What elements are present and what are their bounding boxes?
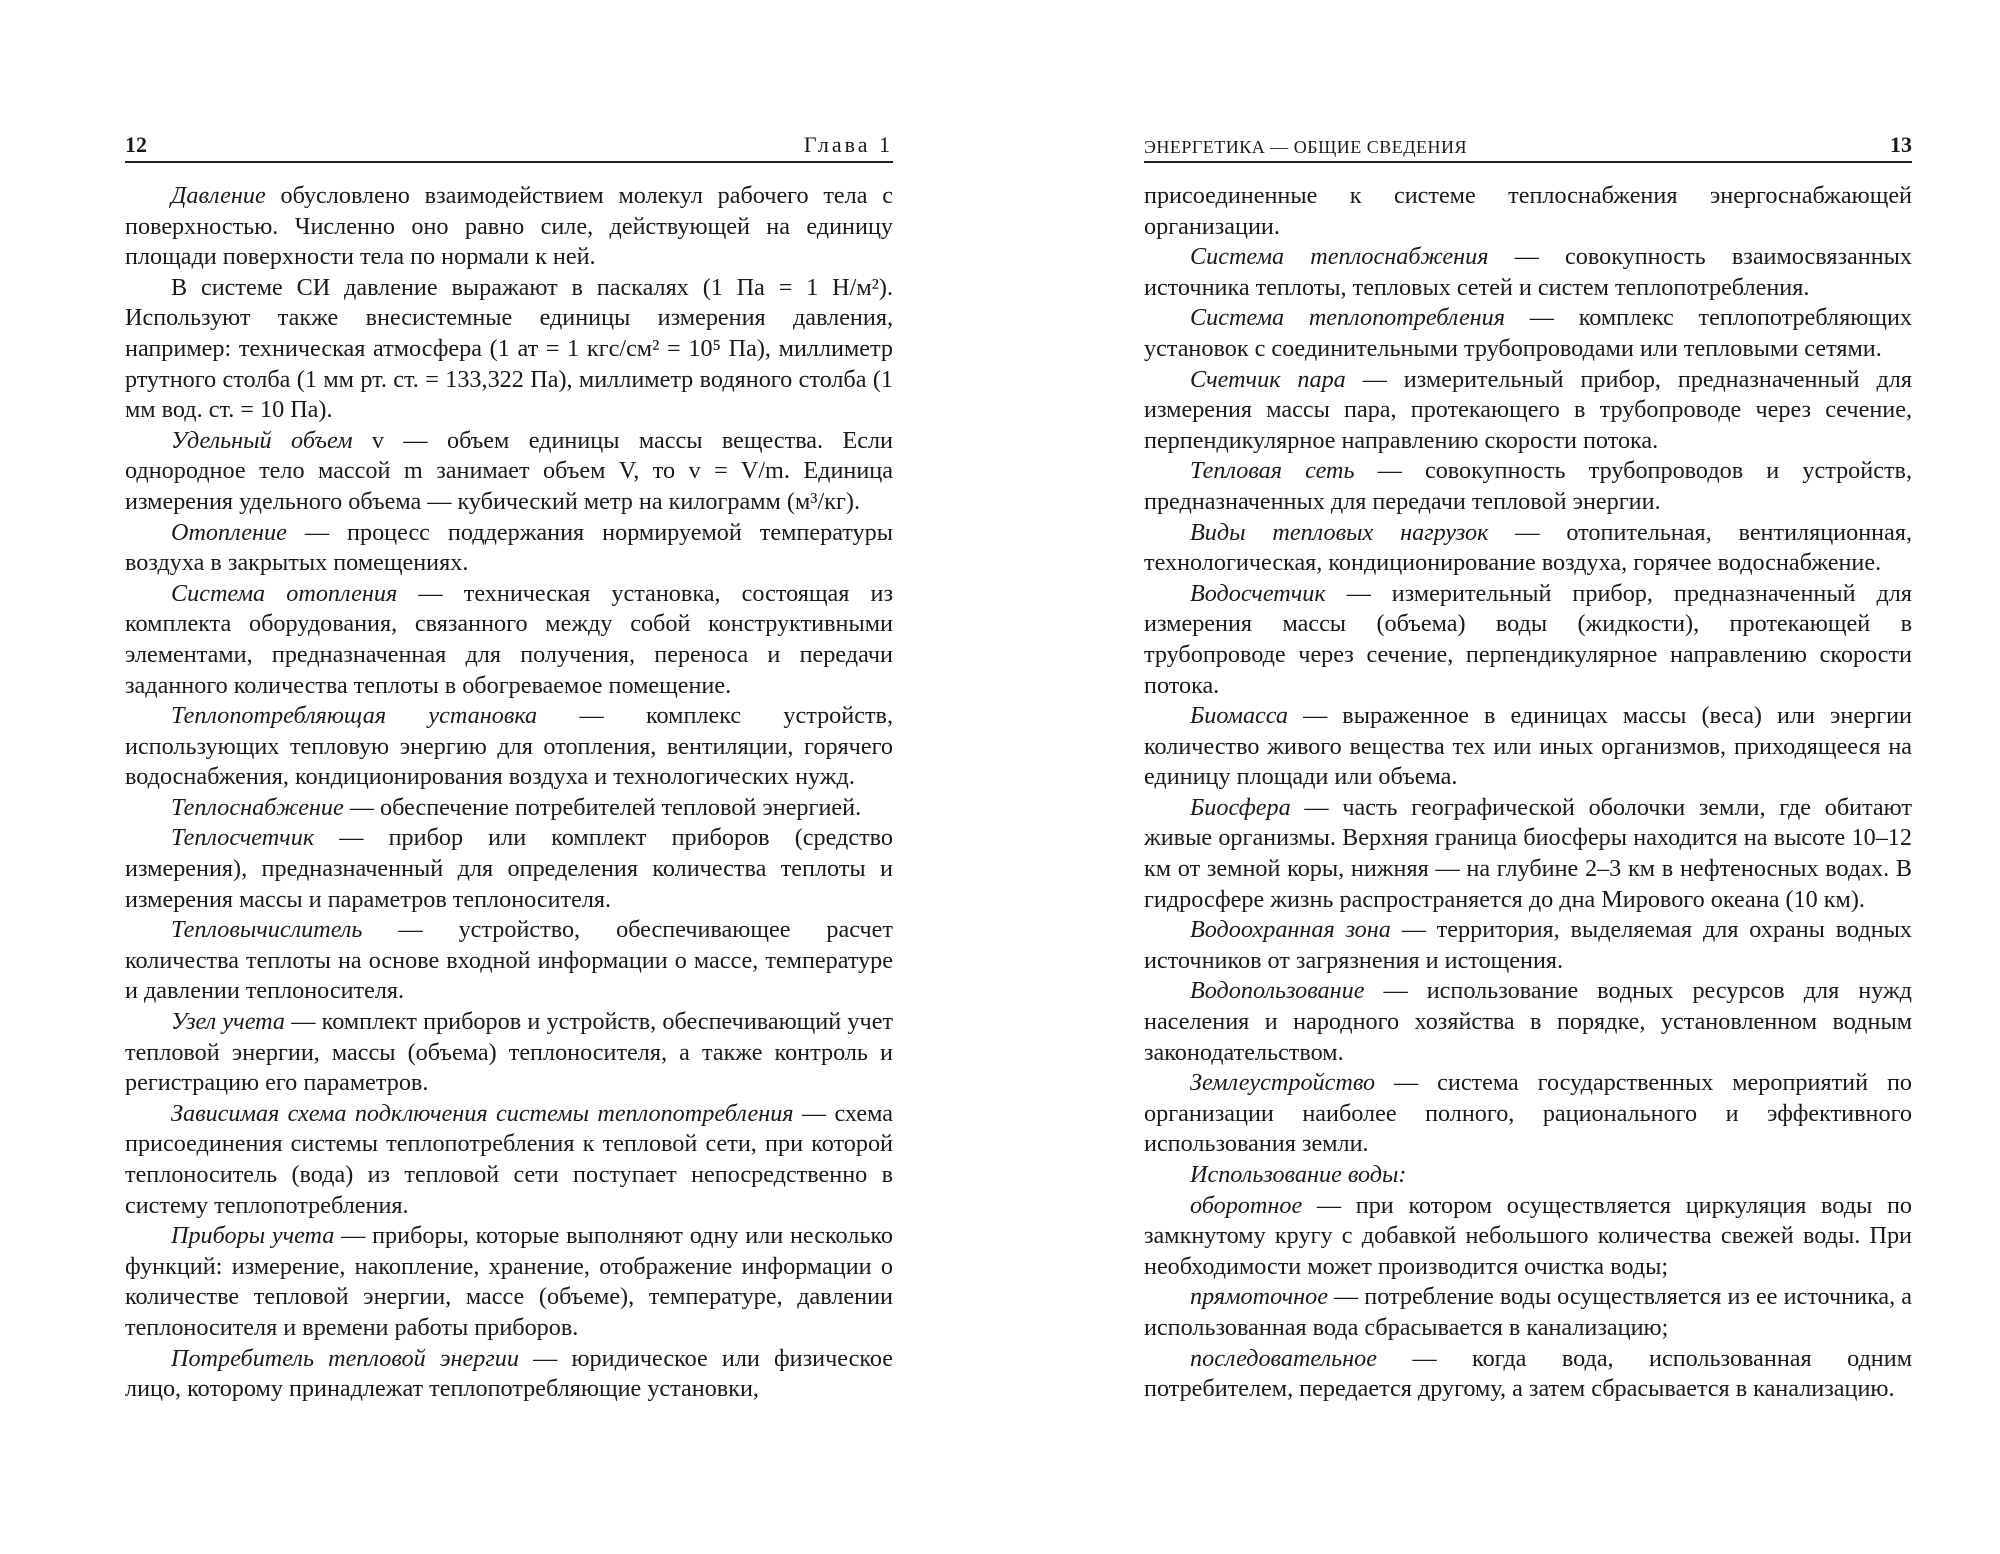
right-page-header: [1144, 128, 1912, 163]
paragraph: [1144, 456, 1912, 517]
defined-term: Потребитель тепловой энергии: [171, 1344, 519, 1372]
definition-text: — при котором осуществляется циркуляция воды по замкнутому кругу с добавкой небольшого количества свежей воды. При необходимости может производится очистка воды;: [1144, 1191, 1912, 1280]
defined-term: Узел учета: [171, 1008, 285, 1036]
paragraph: [125, 701, 893, 793]
defined-term: Система теплопотребления: [1190, 304, 1506, 332]
definition-text: — комплект приборов и устройств, обеспечивающий учет тепловой энергии, массы (объема) теплоносителя, а также контроль и регистрацию его параметров.: [125, 1008, 893, 1097]
definition-text: — территория, выделяемая для охраны водных источников от загрязнения и истощения.: [1144, 916, 1912, 974]
defined-term: Использование воды:: [1190, 1161, 1407, 1188]
definition-text: — использование водных ресурсов для нужд населения и народного хозяйства в порядке, установленном водным законодательством.: [1144, 977, 1912, 1066]
paragraph: [125, 181, 893, 273]
left-page-body: [125, 181, 893, 1405]
definition-text: — совокупность трубопроводов и устройств, предназначенных для передачи тепловой энергии.: [1144, 457, 1912, 515]
paragraph: [1144, 1191, 1912, 1283]
defined-term: Тепловая сеть: [1190, 457, 1355, 485]
definition-text: обусловлено взаимодействием молекул рабочего тела с поверхностью. Численно оно равно силе, действующей на единицу площади поверхности тела по нормали к ней.: [125, 182, 893, 271]
paragraph: [1144, 976, 1912, 1068]
defined-term: Приборы учета: [171, 1222, 335, 1250]
defined-term: Землеустройство: [1190, 1069, 1376, 1097]
paragraph: [1144, 1160, 1912, 1191]
paragraph: [1144, 303, 1912, 364]
definition-text: — комплекс устройств, использующих тепловую энергию для отопления, вентиляции, горячего водоснабжения, кондиционирования воздуха и технологических нужд.: [125, 702, 893, 791]
definition-text: — совокупность взаимосвязанных источника теплоты, тепловых сетей и систем теплопотребления.: [1144, 243, 1912, 301]
definition-text: — отопительная, вентиляционная, технологическая, кондиционирование воздуха, горячее водоснабжение.: [1144, 518, 1912, 577]
defined-term: Виды тепловых нагрузок: [1190, 518, 1489, 546]
definition-text: — приборы, которые выполняют одну или несколько функций: измерение, накопление, хранение, отображение информации о количестве тепловой энергии, массе (объеме), температуре, давлении теплоносителя и времени работы приборов.: [125, 1222, 894, 1341]
right-page-number: 13: [1890, 132, 1912, 157]
definition-text: — устройство, обеспечивающее расчет количества теплоты на основе входной информации о массе, температуре и давлении теплоносителя.: [125, 916, 893, 1005]
defined-term: Тепловычислитель: [171, 916, 363, 944]
definition-text: — юридическое или физическое лицо, которому принадлежат теплопотребляющие установки,: [125, 1344, 893, 1403]
defined-term: Отопление: [171, 518, 287, 546]
paragraph: [1144, 579, 1912, 701]
definition-text: — прибор или комплект приборов (средство измерения), предназначенный для определения количества теплоты и измерения массы и параметров теплоносителя.: [125, 824, 893, 913]
chapter-running-head: Глава 1: [803, 132, 893, 157]
definition-text: — потребление воды осуществляется из ее источника, а использованная вода сбрасывается в канализацию;: [1144, 1283, 1912, 1341]
left-page: [125, 128, 893, 1405]
right-page: [1144, 128, 1912, 1405]
paragraph: [1144, 1282, 1912, 1343]
left-page-header: [125, 128, 893, 163]
paragraph: [1144, 793, 1912, 915]
defined-term: Биосфера: [1190, 793, 1291, 821]
defined-term: Зависимая схема подключения системы теплопотребления: [171, 1099, 794, 1127]
definition-text: — измерительный прибор, предназначенный для измерения массы пара, протекающего в трубопроводе через сечение, перпендикулярное направлению скорости потока.: [1144, 365, 1912, 454]
definition-text: — обеспечение потребителей тепловой энергией.: [343, 793, 862, 821]
paragraph: [125, 273, 893, 426]
definition-text: — когда вода, использованная одним потребителем, передается другому, а затем сбрасывается в канализацию.: [1144, 1344, 1912, 1403]
definition-text: v — объем единицы массы вещества. Если однородное тело массой m занимает объем V, то v = V/m. Единица измерения удельного объема — кубический метр на килограмм (м³/кг).: [125, 426, 893, 515]
paragraph: [125, 915, 893, 1007]
paragraph: [1144, 1068, 1912, 1160]
paragraph: [1144, 1344, 1912, 1405]
definition-text: — измерительный прибор, предназначенный для измерения массы (объема) воды (жидкости), протекающей в трубопроводе через сечение, перпендикулярное направлению скорости потока.: [1144, 579, 1912, 699]
paragraph: [125, 1344, 893, 1405]
defined-term: прямоточное: [1190, 1283, 1328, 1311]
right-page-body: [1144, 181, 1912, 1405]
paragraph: [125, 1007, 893, 1099]
defined-term: Теплоснабжение: [171, 793, 344, 821]
paragraph: [1144, 242, 1912, 303]
paragraph: [125, 518, 893, 579]
paragraph: [125, 426, 893, 518]
definition-text: — комплекс теплопотребляющих установок с соединительными трубопроводами или тепловыми сетями.: [1144, 304, 1912, 362]
paragraph: [125, 793, 893, 824]
definition-text: — процесс поддержания нормируемой температуры воздуха в закрытых помещениях.: [125, 518, 893, 577]
paragraph: [125, 1221, 893, 1343]
definition-text: — техническая установка, состоящая из комплекта оборудования, связанного между собой конструктивными элементами, предназначенная для получения, переноса и передачи заданного количества теплоты в обогреваемое помещение.: [125, 579, 894, 699]
paragraph: [125, 823, 893, 915]
paragraph: [1144, 915, 1912, 976]
defined-term: Биомасса: [1190, 702, 1289, 730]
defined-term: Водопользование: [1190, 977, 1365, 1005]
defined-term: Теплопотребляющая установка: [171, 702, 538, 730]
definition-text: — часть географической оболочки земли, где обитают живые организмы. Верхняя граница биосферы находится на высоте 10–12 км от земной коры, нижняя — на глубине 2–3 км в нефтеносных водах. В гидросфере жизнь распространяется до дна Мирового океана (10 км).: [1144, 793, 1912, 913]
paragraph: [1144, 365, 1912, 457]
defined-term: Водосчетчик: [1190, 579, 1326, 607]
paragraph: [125, 1099, 893, 1221]
section-running-head: ЭНЕРГЕТИКА — ОБЩИЕ СВЕДЕНИЯ: [1144, 137, 1468, 157]
left-page-number: 12: [125, 132, 147, 157]
paragraph: [125, 579, 893, 701]
definition-text: В системе СИ давление выражают в паскалях (1 Па = 1 Н/м²). Используют также внесистемные единицы измерения давления, например: техническая атмосфера (1 ат = 1 кгс/см² = 10⁵ Па), миллиметр ртутного столба (1 мм рт. ст. = 133,322 Па), миллиметр водяного столба (1 мм вод. ст. = 10 Па).: [125, 273, 893, 424]
defined-term: Счетчик пара: [1190, 365, 1346, 393]
defined-term: оборотное: [1190, 1191, 1303, 1219]
paragraph: [1144, 701, 1912, 793]
defined-term: Теплосчетчик: [171, 824, 315, 852]
defined-term: Система теплоснабжения: [1190, 243, 1489, 271]
defined-term: Удельный объем: [171, 426, 353, 454]
definition-text: — выраженное в единицах массы (веса) или энергии количество живого вещества тех или иных организмов, приходящееся на единицу площади или объема.: [1144, 702, 1912, 791]
defined-term: Система отопления: [171, 579, 398, 607]
defined-term: Водоохранная зона: [1190, 916, 1391, 944]
definition-text: — схема присоединения системы теплопотребления к тепловой сети, при которой теплоноситель (вода) из тепловой сети поступает непосредственно в систему теплопотребления.: [125, 1099, 893, 1219]
paragraph: [1144, 518, 1912, 579]
definition-text: — система государственных мероприятий по организации наиболее полного, рационального и эффективного использования земли.: [1144, 1069, 1912, 1158]
defined-term: последовательное: [1190, 1344, 1377, 1372]
defined-term: Давление: [171, 182, 266, 209]
continuation-paragraph: присоединенные к системе теплоснабжения энергоснабжающей организации.: [1144, 182, 1912, 240]
